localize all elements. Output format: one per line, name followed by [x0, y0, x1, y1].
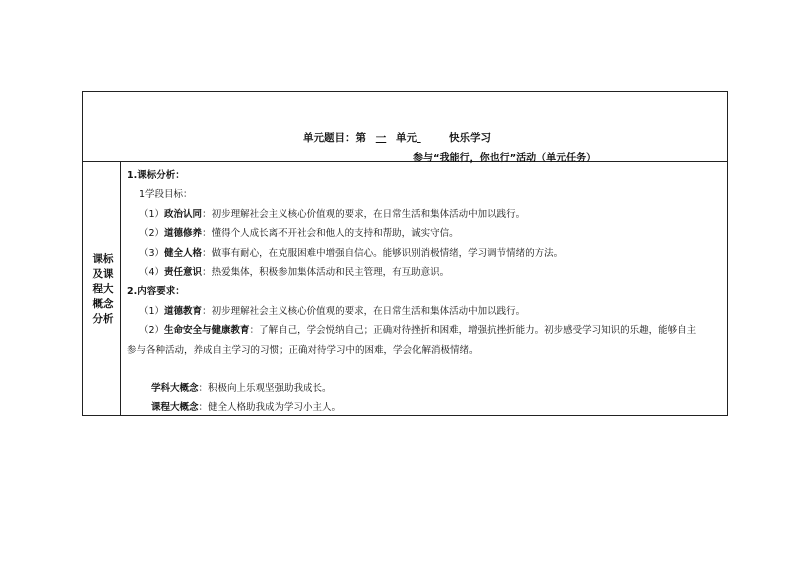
content-item-1 — [127, 302, 723, 321]
subject-concept-text: ：积极向上乐观坚强助我成长。 — [198, 383, 332, 395]
goal-num: （2） — [139, 228, 165, 240]
content-key: 生命安全与健康教育 — [164, 325, 250, 337]
goal-key: 责任意识 — [164, 267, 203, 279]
goal-text: ：懂得个人成长离不开社会和他人的支持和帮助，诚实守信。 — [202, 228, 459, 240]
unit-title — [303, 130, 491, 145]
goal-text: ：热爱集体，积极参加集体活动和民主管理，有互助意识。 — [202, 267, 450, 279]
content-text: ：初步理解社会主义核心价值观的要求，在日常生活和集体活动中加以践行。 — [202, 305, 526, 317]
goal-text: ：做事有耐心，在克服困难中增强自信心。能够识别消极情绪，学习调节情绪的方法。 — [202, 247, 564, 259]
unit-name: 快乐学习 — [449, 132, 491, 144]
section2-heading: 2.内容要求： — [127, 286, 185, 298]
content-num: （2） — [139, 325, 165, 337]
goal-num: （4） — [139, 267, 165, 279]
unit-blank — [417, 132, 449, 144]
unit-word: 单元 — [396, 132, 417, 144]
unit-title-prefix: 单元题目：第 — [303, 132, 366, 144]
course-concept-key: 课程大概念 — [151, 402, 199, 414]
subject-concept — [127, 379, 723, 398]
course-concept-text: ：健全人格助我成为学习小主人。 — [198, 402, 342, 414]
goal-text: ：初步理解社会主义核心价值观的要求，在日常生活和集体活动中加以践行。 — [202, 208, 526, 220]
content-item-2-continued: 参与各种活动，养成自主学习的习惯；正确对待学习中的困难，学会化解消极情绪。 — [127, 344, 479, 356]
table-header-row — [83, 92, 727, 162]
section1-heading: 1.课标分析： — [127, 170, 185, 181]
subject-concept-key: 学科大概念 — [151, 383, 199, 395]
goal-key: 政治认同 — [164, 208, 203, 220]
unit-number: 一 — [375, 132, 387, 144]
goal-num: （3） — [139, 247, 165, 259]
section1-sub: 1学段目标： — [139, 189, 193, 201]
goal-item-1 — [127, 205, 723, 224]
goal-item-2 — [127, 224, 723, 243]
unit-table — [82, 91, 728, 416]
content-item-2 — [127, 321, 723, 340]
unit-task: 参与“我能行，你也行”活动（单元任务） — [413, 153, 597, 164]
goal-key: 健全人格 — [164, 247, 203, 259]
content-cell — [127, 166, 723, 418]
content-num: （1） — [139, 305, 165, 317]
course-concept — [127, 398, 723, 417]
goal-num: （1） — [139, 208, 165, 220]
goal-key: 道德修养 — [164, 228, 203, 240]
goal-item-4 — [127, 263, 723, 282]
goal-item-3 — [127, 244, 723, 263]
spacer — [127, 360, 723, 379]
left-label: 课标及课程大概念分析 — [92, 253, 114, 325]
left-label-cell — [83, 162, 121, 415]
content-text: ：了解自己，学会悦纳自己；正确对待挫折和困难，增强抗挫折能力。初步感受学习知识的乐趣，能够自主 — [249, 325, 697, 337]
content-key: 道德教育 — [164, 305, 203, 317]
